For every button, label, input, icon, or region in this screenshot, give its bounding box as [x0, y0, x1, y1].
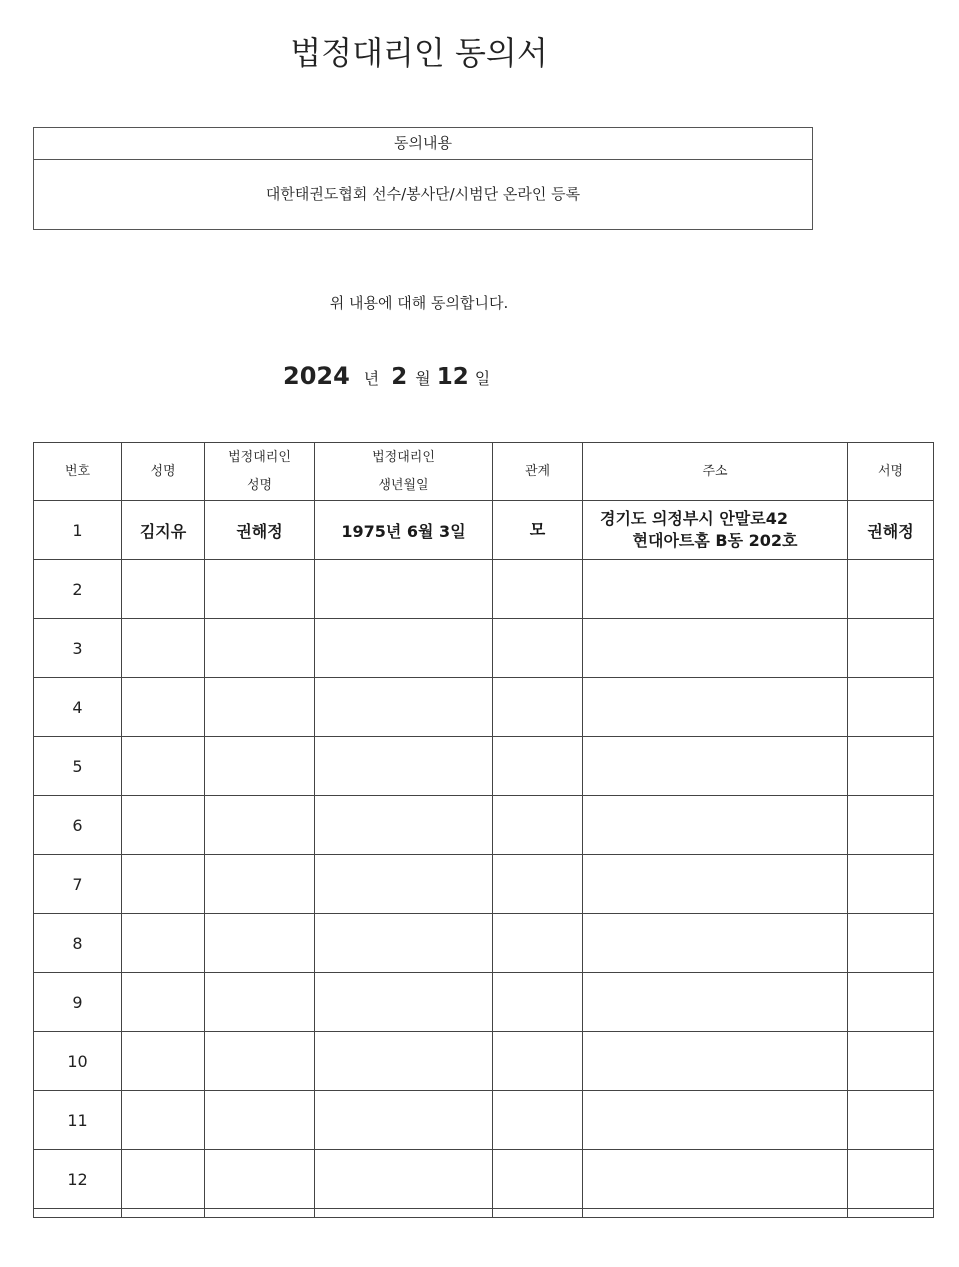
cell-guardian-name [205, 796, 315, 855]
cell-no: 1 [34, 501, 122, 560]
cell-signature: 권해정 [848, 501, 934, 560]
cell-signature [848, 914, 934, 973]
agree-statement: 위 내용에 대해 동의합니다. [329, 294, 509, 312]
cell-relation [493, 1150, 583, 1209]
table-row [34, 737, 934, 796]
cell-relation: 모 [493, 501, 583, 560]
date-month: 2 [391, 364, 408, 390]
table-row [34, 914, 934, 973]
cell-name [122, 619, 205, 678]
cell-address [583, 1091, 848, 1150]
address-line1: 경기도 의정부시 안말로42 [600, 509, 788, 528]
cell-relation [493, 678, 583, 737]
cell-relation [493, 619, 583, 678]
table-row-partial [34, 1209, 934, 1218]
cell-relation [493, 1032, 583, 1091]
header-relation: 관계 [493, 443, 583, 501]
table-row [34, 855, 934, 914]
cell-empty [122, 1209, 205, 1218]
table-row [34, 501, 934, 560]
cell-name [122, 560, 205, 619]
cell-no: 8 [34, 914, 122, 973]
date-year-unit: 년 [363, 369, 380, 388]
cell-signature [848, 678, 934, 737]
date-year: 2024 [283, 362, 350, 390]
cell-no: 12 [34, 1150, 122, 1209]
cell-no: 6 [34, 796, 122, 855]
date-day: 12 [436, 364, 469, 390]
table-row [34, 796, 934, 855]
header-guardian-name-line2: 성명 [246, 477, 273, 493]
cell-guardian-dob [315, 855, 493, 914]
header-name: 성명 [122, 443, 205, 501]
cell-guardian-name [205, 560, 315, 619]
header-guardian-dob-line1: 법정대리인 [372, 449, 435, 465]
cell-signature [848, 1032, 934, 1091]
cell-signature [848, 619, 934, 678]
cell-guardian-name [205, 914, 315, 973]
cell-name [122, 1091, 205, 1150]
cell-empty [315, 1209, 493, 1218]
cell-signature [848, 855, 934, 914]
table-row [34, 1091, 934, 1150]
cell-relation [493, 737, 583, 796]
cell-guardian-dob [315, 560, 493, 619]
cell-guardian-dob: 1975년 6월 3일 [315, 501, 493, 560]
cell-guardian-dob [315, 737, 493, 796]
cell-guardian-name [205, 1032, 315, 1091]
cell-no: 3 [34, 619, 122, 678]
date-day-unit: 일 [474, 369, 491, 388]
cell-empty [205, 1209, 315, 1218]
cell-signature [848, 1150, 934, 1209]
cell-name: 김지유 [122, 501, 205, 560]
date-month-unit: 월 [415, 369, 431, 388]
cell-guardian-name [205, 1150, 315, 1209]
header-guardian-dob [315, 443, 493, 501]
document-title: 법정대리인 동의서 [290, 34, 548, 72]
cell-address [583, 1150, 848, 1209]
cell-guardian-dob [315, 796, 493, 855]
cell-relation [493, 796, 583, 855]
cell-signature [848, 560, 934, 619]
cell-name [122, 1150, 205, 1209]
signing-date [283, 362, 490, 398]
cell-name [122, 737, 205, 796]
cell-address [583, 796, 848, 855]
cell-no: 11 [34, 1091, 122, 1150]
cell-no: 9 [34, 973, 122, 1032]
header-guardian-name [205, 443, 315, 501]
table-row [34, 619, 934, 678]
cell-relation [493, 560, 583, 619]
cell-guardian-name [205, 1091, 315, 1150]
cell-guardian-name [205, 737, 315, 796]
cell-address [583, 501, 848, 560]
header-address: 주소 [583, 443, 848, 501]
table-row [34, 560, 934, 619]
cell-relation [493, 1091, 583, 1150]
cell-signature [848, 737, 934, 796]
cell-relation [493, 914, 583, 973]
cell-empty [493, 1209, 583, 1218]
cell-guardian-dob [315, 1150, 493, 1209]
cell-guardian-dob [315, 1032, 493, 1091]
cell-name [122, 1032, 205, 1091]
cell-empty [34, 1209, 122, 1218]
cell-address [583, 914, 848, 973]
cell-empty [583, 1209, 848, 1218]
header-no: 번호 [34, 443, 122, 501]
table-row [34, 678, 934, 737]
cell-address [583, 619, 848, 678]
cell-guardian-name: 권해정 [205, 501, 315, 560]
cell-address [583, 678, 848, 737]
cell-name [122, 914, 205, 973]
cell-guardian-name [205, 855, 315, 914]
cell-name [122, 796, 205, 855]
address-line2: 현대아트홈 B동 202호 [632, 531, 798, 550]
cell-guardian-dob [315, 678, 493, 737]
table-row [34, 1150, 934, 1209]
cell-no: 10 [34, 1032, 122, 1091]
consent-roster-table [33, 442, 934, 1218]
cell-no: 7 [34, 855, 122, 914]
cell-name [122, 855, 205, 914]
consent-content-header: 동의내용 [34, 128, 812, 160]
cell-no: 5 [34, 737, 122, 796]
header-signature: 서명 [848, 443, 934, 501]
cell-address [583, 973, 848, 1032]
cell-signature [848, 973, 934, 1032]
cell-name [122, 678, 205, 737]
cell-address [583, 1032, 848, 1091]
consent-content-body: 대한태권도협회 선수/봉사단/시범단 온라인 등록 [265, 185, 581, 203]
table-row [34, 973, 934, 1032]
cell-guardian-dob [315, 973, 493, 1032]
cell-guardian-name [205, 678, 315, 737]
cell-name [122, 973, 205, 1032]
cell-empty [848, 1209, 934, 1218]
consent-content-box [33, 127, 813, 230]
cell-no: 2 [34, 560, 122, 619]
cell-guardian-name [205, 619, 315, 678]
header-guardian-name-line1: 법정대리인 [228, 449, 291, 465]
cell-no: 4 [34, 678, 122, 737]
cell-guardian-dob [315, 619, 493, 678]
table-header-row [34, 443, 934, 501]
cell-relation [493, 973, 583, 1032]
cell-guardian-dob [315, 914, 493, 973]
cell-signature [848, 1091, 934, 1150]
cell-guardian-dob [315, 1091, 493, 1150]
cell-relation [493, 855, 583, 914]
header-guardian-dob-line2: 생년월일 [378, 477, 429, 493]
cell-address [583, 737, 848, 796]
table-row [34, 1032, 934, 1091]
cell-guardian-name [205, 973, 315, 1032]
cell-address [583, 560, 848, 619]
cell-address [583, 855, 848, 914]
cell-signature [848, 796, 934, 855]
